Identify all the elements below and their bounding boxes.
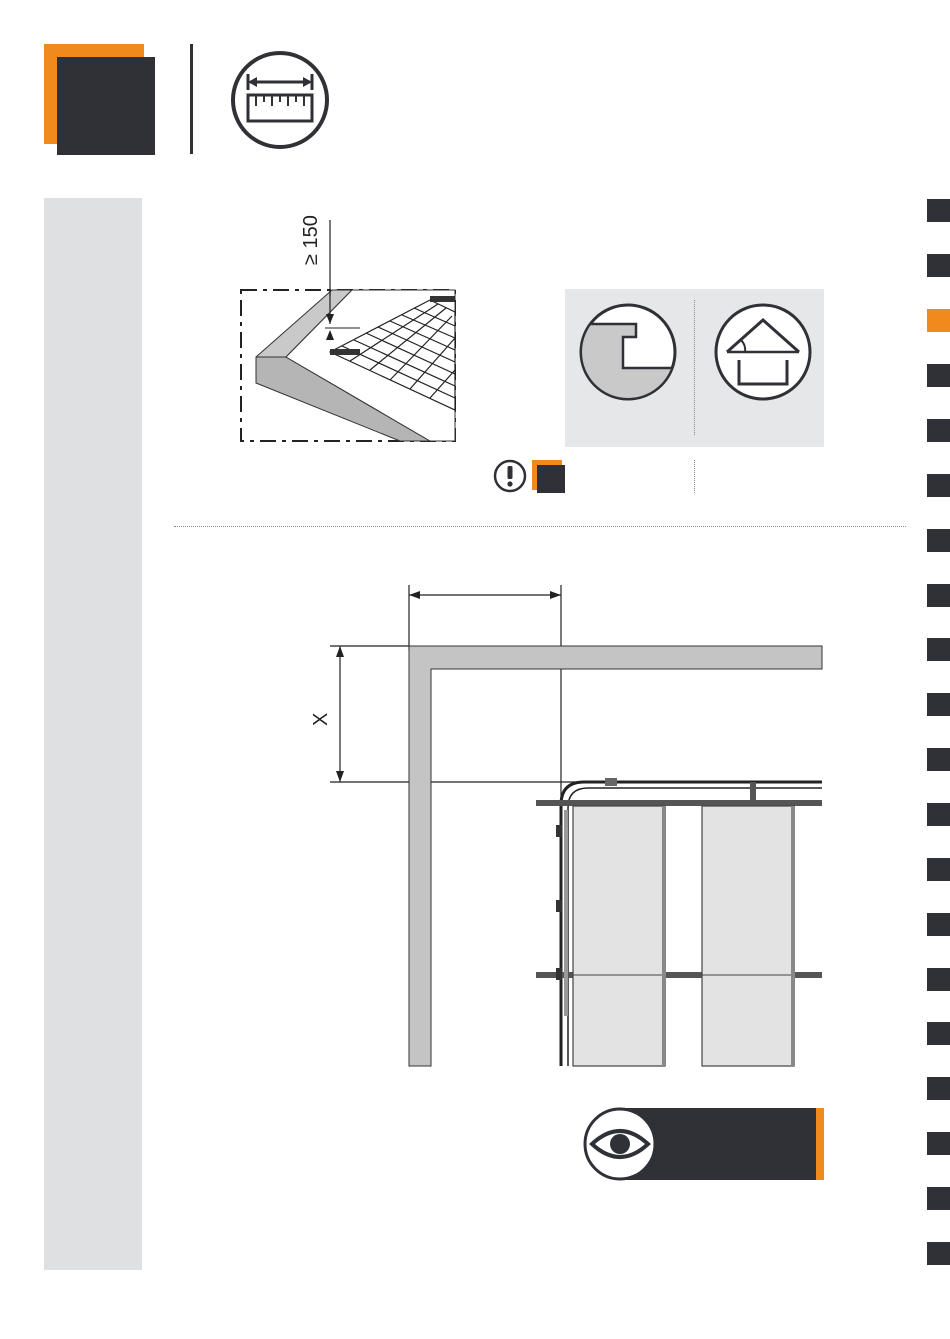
exclamation-icon bbox=[493, 459, 527, 493]
nav-tab[interactable] bbox=[927, 1077, 950, 1100]
header-divider bbox=[190, 44, 193, 154]
clearance-diagram bbox=[230, 215, 470, 450]
step-badge bbox=[57, 57, 155, 155]
option-divider bbox=[694, 300, 695, 435]
nav-tab[interactable] bbox=[927, 968, 950, 991]
ceiling-profile-icon bbox=[578, 302, 678, 402]
nav-tab[interactable] bbox=[927, 1242, 950, 1265]
view-banner-accent bbox=[816, 1108, 824, 1180]
nav-tab[interactable] bbox=[927, 1132, 950, 1155]
warning-badge bbox=[537, 465, 565, 493]
nav-tab[interactable] bbox=[927, 748, 950, 771]
nav-tab[interactable] bbox=[927, 419, 950, 442]
nav-tab[interactable] bbox=[927, 913, 950, 936]
nav-tab[interactable] bbox=[927, 638, 950, 661]
nav-tab[interactable] bbox=[927, 693, 950, 716]
tape-measure-icon bbox=[230, 50, 330, 150]
nav-tab[interactable] bbox=[927, 584, 950, 607]
clearance-x-label: X bbox=[310, 712, 332, 726]
eye-icon bbox=[582, 1106, 658, 1182]
door-track-diagram bbox=[320, 580, 830, 1080]
nav-tab[interactable] bbox=[927, 364, 950, 387]
nav-tab[interactable] bbox=[927, 254, 950, 277]
nav-tab[interactable] bbox=[927, 1187, 950, 1210]
nav-tab[interactable] bbox=[927, 858, 950, 881]
nav-tab[interactable] bbox=[927, 803, 950, 826]
option-divider bbox=[694, 460, 695, 493]
section-divider bbox=[174, 526, 906, 527]
sidebar bbox=[44, 198, 142, 1270]
nav-tab[interactable] bbox=[927, 474, 950, 497]
nav-tab[interactable] bbox=[927, 1022, 950, 1045]
clearance-dimension-label: ≥ 150 bbox=[300, 215, 322, 265]
nav-tab[interactable] bbox=[927, 529, 950, 552]
nav-tab[interactable] bbox=[927, 309, 950, 332]
roof-pitch-icon bbox=[713, 302, 813, 402]
nav-tab[interactable] bbox=[927, 199, 950, 222]
